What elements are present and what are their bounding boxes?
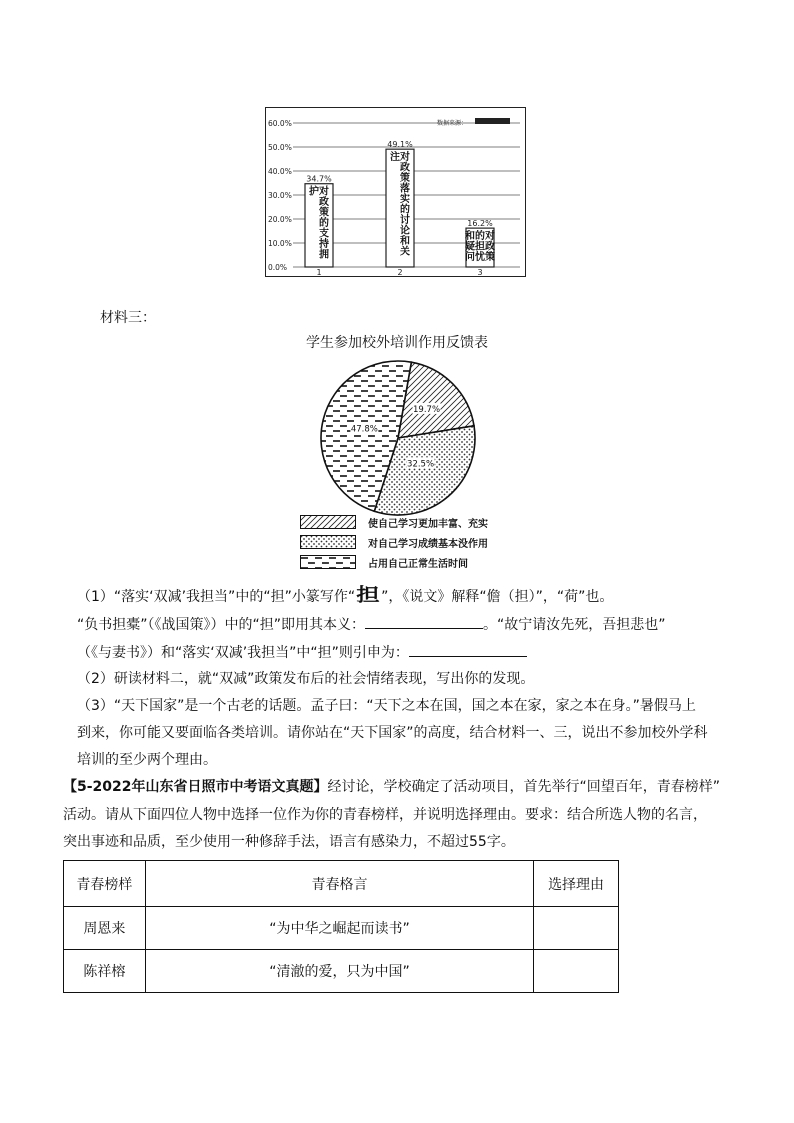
bar-chart-bars [305,140,495,267]
bar-value-label: 49.1% [387,140,413,150]
bar-text-char: 政 [400,162,410,174]
x-tick-label: 3 [477,268,483,277]
q1-text-d: 。“故宁请汝先死，吾担悲也” [483,617,666,633]
q5-text-a: 经讨论，学校确定了活动项目，首先举行“回望百年，青春榜样” [327,779,721,795]
bar-text-char: 护 [309,186,319,198]
bar-text-char: 拥 [319,249,329,261]
bar-text-char: 和 [465,231,475,243]
q1-text-e: （《与妻书》）和“落实‘双减’我担当”中“担”则引申为： [77,645,409,661]
y-tick-label: 30.0% [268,191,292,200]
bar-text-char: 策 [319,207,329,219]
header-reason: 选择理由 [534,861,619,907]
bar-text-char: 疑 [465,241,475,253]
bar-text-char: 策 [400,173,410,185]
y-tick-label: 20.0% [268,215,292,224]
bar-text-char: 落 [400,183,410,195]
material3-label: 材料三： [100,310,156,326]
bar-text-char: 实 [400,194,410,206]
bar-text-char: 对 [319,186,329,198]
bar-text-char: 政 [485,241,495,253]
bar-text-char: 对 [485,231,495,243]
source-label: 数据来源： [437,120,468,127]
legend-label: 占用自己正常生活时间 [368,558,468,570]
cell-name: 周恩来 [64,907,146,950]
q5-line2: 活动。请从下面四位人物中选择一位作为你的青春榜样，并说明选择理由。要求：结合所选人物的名言， [63,807,707,823]
legend-label: 对自己学习成绩基本没作用 [368,538,488,550]
table-row [64,950,619,993]
x-tick-label: 2 [397,268,403,277]
cell-reason[interactable] [534,950,619,993]
q3-line3: 培训的至少两个理由。 [77,752,217,768]
y-tick-label: 10.0% [268,239,292,248]
cell-name: 陈祥榕 [64,950,146,993]
cell-motto: “清澈的爱，只为中国” [145,950,533,993]
bar-chart [265,107,527,279]
bar-chart-y-ticks [268,119,292,272]
bar-text-char: 持 [319,239,329,251]
legend-swatch-diagonal [300,515,356,529]
bar-text-char: 和 [400,236,410,248]
bar-text-char: 的 [400,204,410,216]
q2-text: （2）研读材料二，就“双减”政策发布后的社会情绪表现，写出你的发现。 [77,671,535,687]
y-tick-label: 0.0% [268,263,288,272]
source-redacted-bar [475,118,510,124]
pie-chart [318,358,478,518]
answer-blank-1[interactable] [365,614,483,629]
q1-text-c: “负书担橐”（《战国策》）中的“担”即用其本义： [77,617,366,633]
bar-text-char: 注 [390,152,400,164]
pie-slice-label: 32.5% [407,459,435,470]
pie-legend [300,512,560,572]
q5-source: 【5-2022年山东省日照市中考语文真题】 [63,779,328,795]
cell-motto: “为中华之崛起而读书” [145,907,533,950]
table-header-row [64,861,619,907]
legend-swatch-dashed [300,555,356,569]
q1-line3 [77,642,527,663]
bar-text-char: 讨 [400,215,410,227]
pie-chart-title: 学生参加校外培训作用反馈表 [306,335,488,351]
youth-role-model-table [63,860,619,993]
pie-slice-label: 19.7% [413,404,441,415]
pie-slice-label: 47.8% [350,424,378,435]
bar-text-char: 的 [319,218,329,230]
bar-text-char: 问 [465,252,475,264]
y-tick-label: 60.0% [268,119,292,128]
q1-line2 [77,614,666,635]
y-tick-label: 50.0% [268,143,292,152]
cell-reason[interactable] [534,907,619,950]
bar-text-char: 支 [319,228,329,240]
bar-text-char: 论 [400,225,410,237]
bar-text-char: 对 [400,152,410,164]
bar-chart-x-ticks [316,268,482,277]
header-motto: 青春格言 [145,861,533,907]
x-tick-label: 1 [316,268,322,277]
q1-line1 [77,586,613,607]
legend-item [300,532,560,552]
q3-line2: 到来，你可能又要面临各类培训。请你站在“天下国家”的高度，结合材料一、三，说出不参加校外学科 [77,725,708,741]
q1-text-b: ”，《说文》解释“儋（担）”，“荷”也。 [381,589,614,605]
bar-text-char: 策 [485,252,495,264]
bar-text-char: 担 [475,241,485,253]
bar-text-char: 的 [475,231,485,243]
bar-value-label: 16.2% [467,219,493,229]
bar-text-char: 忧 [475,252,485,264]
bar-text-char: 关 [400,246,410,258]
legend-item [300,512,560,532]
q3-line1: （3）“天下国家”是一个古老的话题。孟子曰：“天下之本在国，国之本在家，家之本在身。”暑假马上 [77,698,696,714]
q1-text-a: （1）“落实‘双减’我担当”中的“担”小篆写作“ [77,589,356,605]
bar-value-label: 34.7% [306,174,332,184]
answer-blank-2[interactable] [409,642,527,657]
legend-label: 使自己学习更加丰富、充实 [368,518,488,530]
q5-line3: 突出事迹和品质，至少使用一种修辞手法，语言有感染力，不超过55字。 [63,834,515,850]
y-tick-label: 40.0% [268,167,292,176]
header-role-model: 青春榜样 [64,861,146,907]
seal-script-glyph: 担 [356,585,380,606]
table-row [64,907,619,950]
bar-text-char: 政 [319,197,329,209]
legend-item [300,552,560,572]
q5-line1 [63,777,720,797]
legend-swatch-dotted [300,535,356,549]
